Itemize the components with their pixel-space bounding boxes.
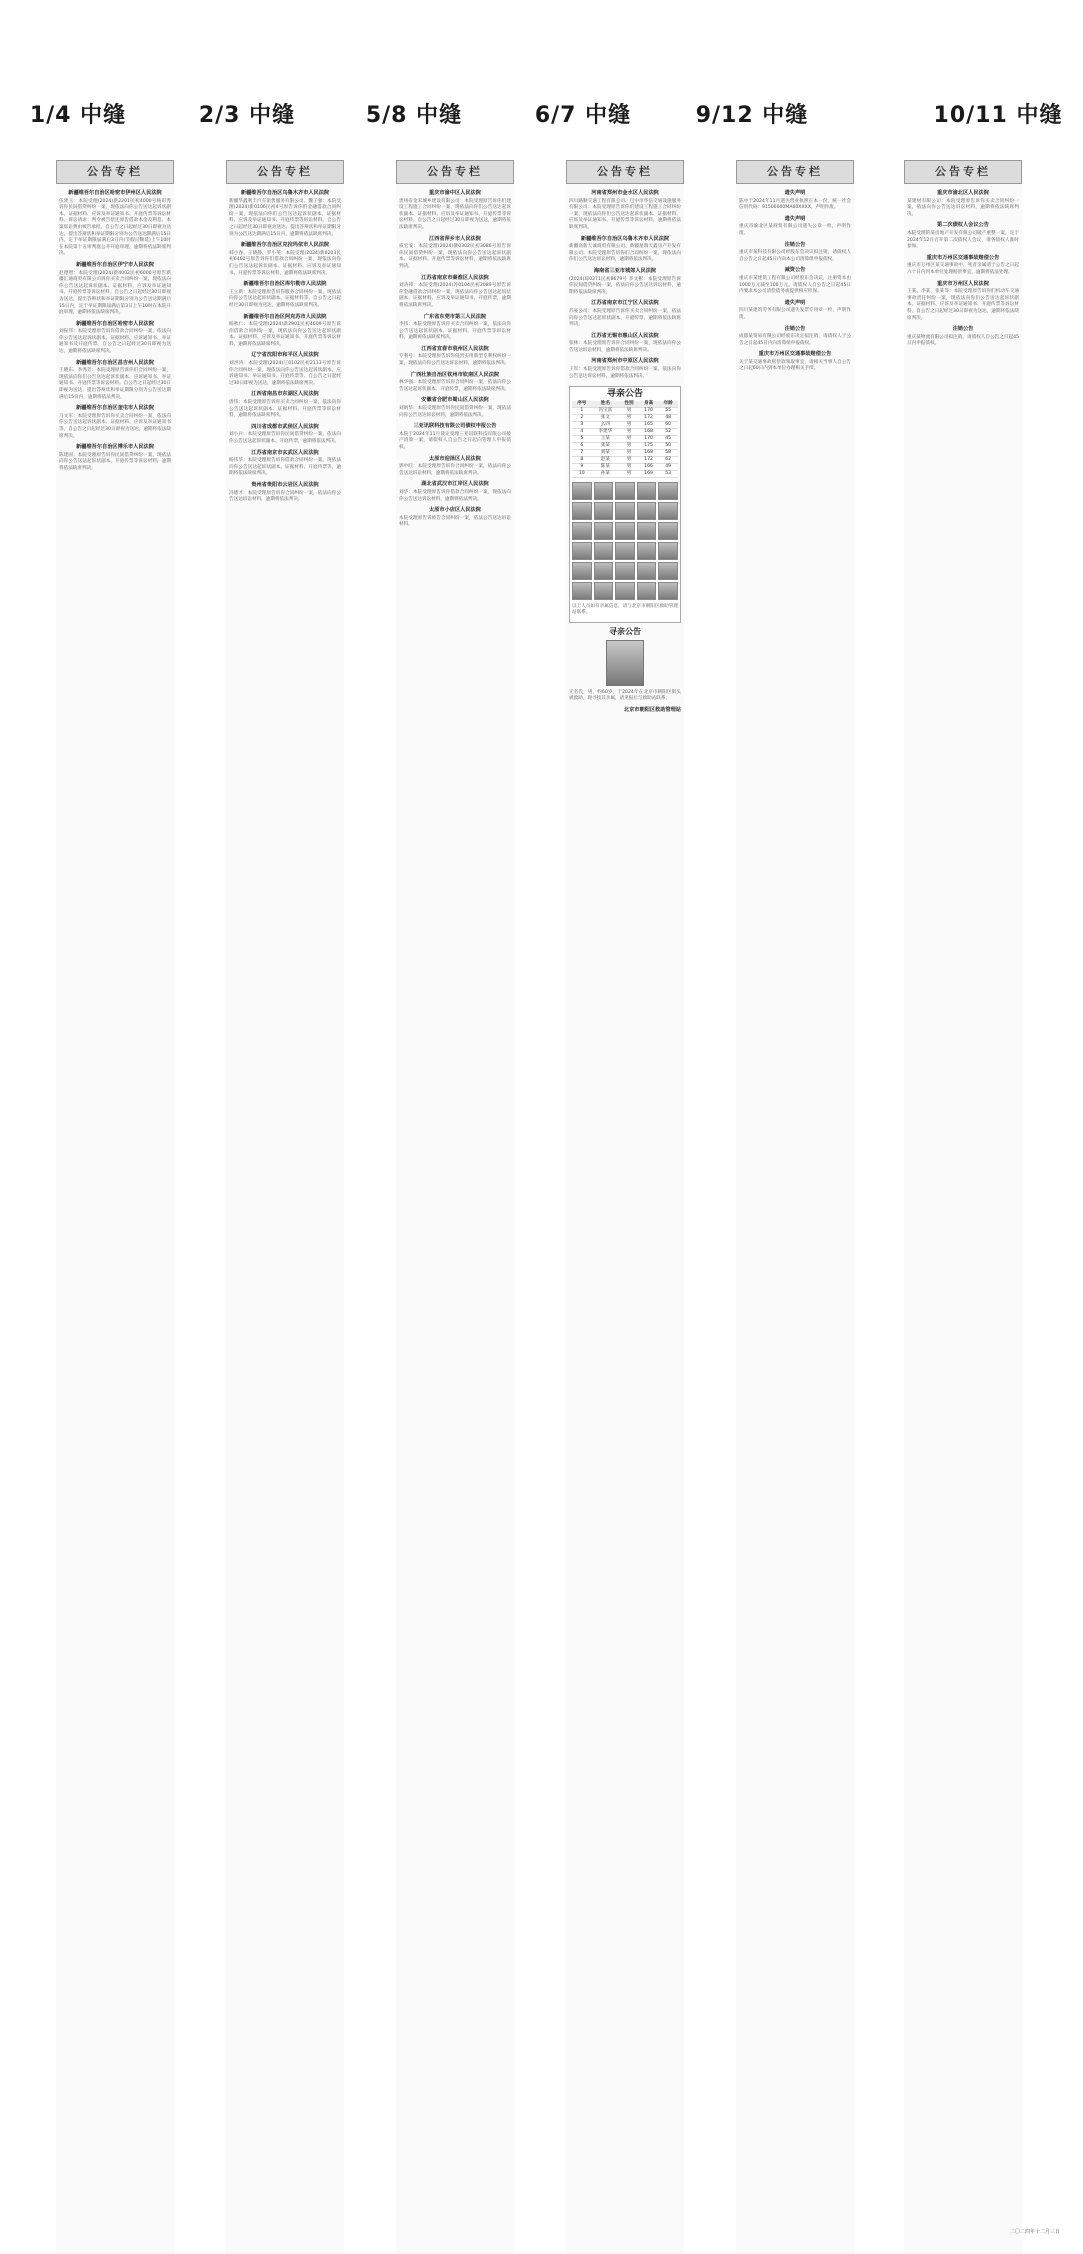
notice-heading: 江苏省南京市秦淮区人民法院 <box>421 274 489 281</box>
person-photo <box>594 582 614 600</box>
column-body <box>399 186 511 2254</box>
table-cell: 60 <box>658 421 678 428</box>
table-cell: 张某 <box>592 442 620 449</box>
notice-column-5 <box>736 160 854 2254</box>
notice-heading: 新疆维吾尔自治区乌鲁木齐市人民法院 <box>240 190 330 196</box>
notice-text: 新疆华鑫利丰汽车销售服务有限公司、魏子强：本院受理(2024)新0106民初4号原告诉你们金融借款合同纠纷一案，现依法向你们公告送达起诉状副本、证据材料、应诉及举证通知书、开庭传票等诉讼材料。自公告之日起经过30日即视为送达，提出答辩状和举证期限分别为公告送达期满后15日内，逾期将依法缺席判决。 <box>229 198 341 237</box>
table-cell: 陈某 <box>592 463 620 470</box>
person-photo <box>637 562 657 580</box>
notice-column-6 <box>904 160 1022 2254</box>
table-header-cell: 性别 <box>619 401 639 408</box>
table-cell: 5 <box>572 435 592 442</box>
person-photo <box>594 482 614 500</box>
table-cell: 男 <box>619 421 639 428</box>
table-row <box>572 428 678 435</box>
person-photo <box>572 562 592 580</box>
notice-heading: 重庆市渝中区人民法院 <box>429 190 481 196</box>
table-header-cell: 身高 <box>639 401 659 408</box>
column-title: 公告专栏 <box>396 160 514 184</box>
notice-text: 本院于2024年11月裁定受理三亚讯联科技有限公司破产清算一案，请债权人自公告之日起向管理人申报债权。 <box>399 431 511 450</box>
notice-text: 刘洪涛：本院受理(2024)辽0102民初2113号原告诉你合同纠纷一案，现依法向你公告送达起诉状副本、应诉通知书、举证通知书、开庭传票等。自公告之日起经过30日即视为送达，逾期将依法缺席判决。 <box>229 361 341 386</box>
second-notice-signature: 北京市朝阳区救助管理站 <box>623 706 681 713</box>
table-cell: 168 <box>639 449 659 456</box>
notice-text: 伍建玉：本院受理(2024)新2201民初4000号杨彩秀诉你民间借贷纠纷一案，现依法向你公告送达起诉状副本、证据材料、应诉及举证通知书、开庭传票等诉讼材料。诉讼请求：判令被告偿还原告借款本金及利息，本案诉讼费由被告承担。自公告之日起经过30日即视为送达，提出答辩状和举证期限分别为公告送达期满后15日内，定于举证期限届满后3日内(节假日顺延)上午10时在本院第十五审判庭公开开庭审理，逾期将依法缺席判决。 <box>59 198 171 257</box>
table-cell: 冯宝富 <box>592 407 620 414</box>
column-body <box>569 186 681 2254</box>
notice-heading: 注销公告 <box>952 326 974 333</box>
notice-heading: 海南省三亚市城郊人民法院 <box>593 267 657 274</box>
table-cell: 张文 <box>592 414 620 421</box>
person-photo <box>637 542 657 560</box>
notice-text: 冯德才：本院受理原告诉你合同纠纷一案，依法向你公告送达诉讼材料，逾期将依法判决。 <box>229 490 341 503</box>
notice-text: 李伟：本院受理原告诉你买卖合同纠纷一案，依法向你公告送达起诉状副本、证据材料、开庭传票等诉讼材料，逾期将依法缺席判决。 <box>399 322 511 341</box>
table-cell: 4 <box>572 428 592 435</box>
notice-heading: 湖北省武汉市江岸区人民法院 <box>421 481 489 488</box>
notice-text: 关于某交通事故赔偿款领取事宜，请相关当事人自公告之日起60日内到本单位办理相关手续。 <box>739 359 851 372</box>
notice-text: 马文军：本院受理原告诉你买卖合同纠纷一案，依法向你公告送达起诉状副本、证据材料、应诉及举证通知书等。自公告之日起经过30日即视为送达，逾期将依法缺席判决。 <box>59 413 171 439</box>
notice-text: 新疆高新天诚商贸有限公司、新疆星瑞天鑫房产开发有限公司：本院受理原告诉你们合同纠纷一案，现依法向你们公告送达诉讼材料，逾期将依法判决。 <box>569 244 681 263</box>
table-row <box>572 442 678 449</box>
table-cell: 男 <box>619 470 639 477</box>
table-cell: 9 <box>572 463 592 470</box>
notice-text: 王晓东、李秀芳：本院受理原告诉你们合同纠纷一案，现依法向你们公告送达起诉状副本、应诉通知书、举证通知书、开庭传票等诉讼材料。自公告之日起经过30日即视为送达，提出答辩状和举证期限分别为公告送达期满后15日内，逾期将依法判决。 <box>59 368 171 400</box>
person-photo <box>658 482 678 500</box>
notice-heading: 太原市小店区人民法院 <box>429 507 481 514</box>
person-photo <box>637 502 657 520</box>
table-cell: 49 <box>658 463 678 470</box>
missing-persons-title: 寻亲公告 <box>606 389 643 400</box>
table-row <box>572 449 678 456</box>
table-cell: 男 <box>619 407 639 414</box>
table-cell: 55 <box>658 407 678 414</box>
notice-heading: 重庆市渝北区人民法院 <box>937 190 989 196</box>
notice-heading: 新疆维吾尔自治区哈密市人民法院 <box>76 320 154 327</box>
person-photo <box>658 562 678 580</box>
table-header-cell: 姓名 <box>592 401 620 408</box>
notice-heading: 新疆维吾尔自治区哈密市伊州区人民法院 <box>68 190 162 196</box>
person-photo <box>594 502 614 520</box>
notice-heading: 遗失声明 <box>784 215 806 222</box>
notice-heading: 河南省郑州市中原区人民法院 <box>591 358 659 365</box>
table-cell: 58 <box>658 449 678 456</box>
person-photo <box>572 542 592 560</box>
notice-text: 陈建国：本院受理原告诉你民间借贷纠纷一案，现依法向你公告送达起诉状副本、开庭传票等诉讼材料，逾期将依法缺席判决。 <box>59 452 171 471</box>
notice-heading: 江西省南昌市东湖区人民法院 <box>251 391 319 398</box>
notice-column-1 <box>56 160 174 2254</box>
notice-text: 刘华：本院受理原告诉你借款合同纠纷一案，现依法向你公告送达诉讼材料，逾期将依法判决。 <box>399 489 511 502</box>
notice-text: 本院受理的某房地产开发有限公司破产重整一案，定于2024年12月召开第二次债权人会议，请各债权人准时参加。 <box>907 230 1019 250</box>
notice-heading: 四川省成都市武侯区人民法院 <box>251 423 319 430</box>
table-row <box>572 470 678 477</box>
table-cell: 李建华 <box>592 428 620 435</box>
person-photo <box>615 562 635 580</box>
notice-heading: 广东省东莞市第三人民法院 <box>423 313 487 320</box>
notice-text: 刘小兵：本院受理原告诉你民间借贷纠纷一案，依法向你公告送达起诉状副本、开庭传票，逾期将依法判决。 <box>229 432 341 444</box>
notice-text: 郭中旺：本院受理原告诉你合同纠纷一案，依法向你公告送达诉讼材料，逾期将依法缺席判决。 <box>399 464 511 476</box>
notice-heading: 太原市迎泽区人民法院 <box>429 455 481 462</box>
table-cell: 男 <box>619 428 639 435</box>
notice-heading: 重庆市万州区交通事故赔偿公告 <box>758 351 832 358</box>
notice-text: (2024)琼0271民初8679号 李文彬：本院受理原告诉你民间借贷纠纷一案，依法向你公告送达诉讼材料，逾期将依法缺席判决。 <box>569 276 681 295</box>
column-title: 公告专栏 <box>56 160 174 184</box>
person-photo <box>658 582 678 600</box>
table-row <box>572 456 678 463</box>
notice-heading: 辽宁省沈阳市和平区人民法院 <box>251 352 319 359</box>
table-cell: 165 <box>639 421 659 428</box>
table-cell: 169 <box>639 470 659 477</box>
notice-column-3 <box>396 160 514 2254</box>
person-photo <box>594 562 614 580</box>
table-cell: 6 <box>572 442 592 449</box>
column-header-6: 10/11 中缝 <box>933 103 1063 128</box>
notice-text: 林华强：本院受理原告诉你合同纠纷一案，依法向你公告送达起诉状副本、开庭传票，逾期将依法缺席判决。 <box>399 380 511 392</box>
notice-heading: 江苏省无锡市惠山区人民法院 <box>591 332 659 339</box>
notice-text: 王军：本院受理原告诉你借款合同纠纷一案，依法向你公告送达诉讼材料，逾期将依法判决。 <box>569 367 681 379</box>
missing-persons-table <box>572 401 678 478</box>
person-photo <box>658 502 678 520</box>
table-cell: 45 <box>658 435 678 442</box>
notice-text: 重庆市渝北区某商贸有限公司遗失公章一枚，声明作废。 <box>739 224 851 236</box>
notice-text: 重庆某物流有限公司拟注销，请债权人自公告之日起45日内申报债权。 <box>907 334 1019 347</box>
column-header-4: 6/7 中缝 <box>534 103 632 128</box>
column-title: 公告专栏 <box>904 160 1022 184</box>
table-cell: 50 <box>658 442 678 449</box>
notice-heading: 贵州省贵阳市云岩区人民法院 <box>251 481 319 488</box>
table-cell: 166 <box>639 463 659 470</box>
notice-heading: 三亚讯联科技有限公司债权申报公告 <box>413 423 497 430</box>
notice-text: 陈中于2024年11月遗失营业执照正本一份，统一社会信用代码：91500000MA60XXXX，声明作废。 <box>739 198 851 211</box>
person-photo <box>637 482 657 500</box>
notice-heading: 新疆维吾尔自治区克拉玛依市人民法院 <box>240 242 330 249</box>
table-cell: 52 <box>658 428 678 435</box>
column-header-3: 5/8 中缝 <box>365 103 463 128</box>
second-notice-text: 无名氏，男，约60岁，于2024年在北京市朝阳区街头被救助，现寻找其亲属，请见报后与救助站联系。 <box>569 689 681 702</box>
table-cell: 2 <box>572 414 592 421</box>
notice-text: 本院受理原告诉被告合同纠纷一案，依法公告送达诉讼材料。 <box>399 515 511 528</box>
notice-text: 重庆市某建筑工程有限公司经股东会决议，注册资本由1000万元减至100万元，请债权人自公告之日起45日内要求本公司清偿债务或提供相应担保。 <box>739 275 851 295</box>
notice-text: 四川路顺交通工程有限公司、巴中市华信交通设施服务有限公司：本院受理原告诉你们建设工程施工合同纠纷一案，现依法向你们公告送达起诉状副本、证据材料、应诉及举证通知书、开庭传票等诉讼材料，逾期将依法缺席判决。 <box>569 198 681 230</box>
column-body <box>907 186 1019 2254</box>
table-row <box>572 421 678 428</box>
notice-heading: 新疆维吾尔自治区库尔勒市人民法院 <box>243 281 327 288</box>
column-body <box>739 186 851 2254</box>
notice-text: 杨伟华：本院受理原告诉你借款合同纠纷一案，现依法向你公告送达起诉状副本、证据材料、开庭传票等，逾期将依法缺席判决。 <box>229 458 341 477</box>
table-cell: 刘某 <box>592 449 620 456</box>
table-cell: 男 <box>619 414 639 421</box>
person-photo <box>615 482 635 500</box>
notice-text: 赵德智：本院受理(2024)新4002民初6000号原告新疆汇通商贸有限公司诉你买卖合同纠纷一案，现依法向你公告送达起诉状副本、证据材料、应诉及举证通知书、开庭传票等诉讼材料。自公告之日起经过30日即视为送达，提出答辩状和举证期限分别为公告送达期满后15日内，定于举证期限届满后第3日上午10时在本院开庭审理，逾期将依法缺席判决。 <box>59 270 171 316</box>
table-cell: 7 <box>572 449 592 456</box>
person-photo <box>594 542 614 560</box>
notice-heading: 江西省萍乡市人民法院 <box>429 235 481 242</box>
person-photo <box>658 522 678 540</box>
table-cell: 170 <box>639 435 659 442</box>
table-cell: 王某 <box>592 435 620 442</box>
notice-text: 苏豪公司：本院受理原告诉你买卖合同纠纷一案，依法向你公告送达起诉状副本、开庭传票，逾期将依法缺席判决。 <box>569 308 681 328</box>
table-cell: 62 <box>658 456 678 463</box>
notice-text: 重庆市某科技有限公司经股东会决议拟注销，请债权人自公告之日起45日内向本公司清算组申报债权。 <box>739 250 851 262</box>
notice-heading: 重庆市万州区交通事故赔偿公告 <box>926 254 1000 261</box>
column-header-1: 1/4 中缝 <box>29 103 127 128</box>
notice-text: 成都某贸易有限公司经股东决定拟注销，请债权人于公告之日起45日内向清算组申报债权。 <box>739 334 851 346</box>
table-row <box>572 435 678 442</box>
notice-text: 唐伟：本院受理原告诉你买卖合同纠纷一案，依法向你公告送达起诉状副本、证据材料、开庭传票等诉讼材料，逾期将依法缺席判决。 <box>229 400 341 419</box>
table-cell: 10 <box>572 470 592 477</box>
notice-heading: 新疆维吾尔自治区博乐市人民法院 <box>76 444 154 451</box>
table-cell: 男 <box>619 435 639 442</box>
missing-persons-box <box>569 386 681 623</box>
person-photo <box>615 522 635 540</box>
column-title: 公告专栏 <box>566 160 684 184</box>
notice-heading: 遗失声明 <box>784 190 806 196</box>
notice-text: 贵州省金禾城乡建设有限公司：本院受理原告诉你们建设工程施工合同纠纷一案，现依法向你们公告送达起诉状副本、证据材料、应诉及举证通知书、开庭传票等诉讼材料。自公告之日起经过30日即视为送达，逾期将依法缺席判决。 <box>399 198 511 230</box>
table-cell: 男 <box>619 449 639 456</box>
notice-heading: 安徽省合肥市蜀山区人民法院 <box>421 397 489 404</box>
person-photo <box>615 542 635 560</box>
notice-heading: 河南省郑州市金水区人民法院 <box>591 190 659 196</box>
table-cell: 男 <box>619 463 639 470</box>
notice-heading: 遗失声明 <box>784 299 806 306</box>
person-photo <box>658 542 678 560</box>
column-title: 公告专栏 <box>226 160 344 184</box>
notice-heading: 江西省宜春市袁州区人民法院 <box>421 345 489 352</box>
notice-text: 专利号：本院受理原告诉你侵害实用新型专利权纠纷一案，现依法向你公告送达诉讼材料，逾期将依法判决。 <box>399 354 511 367</box>
person-photo <box>615 502 635 520</box>
person-photo <box>572 502 592 520</box>
table-cell: 男 <box>619 456 639 463</box>
person-photo <box>572 522 592 540</box>
notice-heading: 新疆维吾尔自治区奎屯市人民法院 <box>76 405 154 412</box>
table-header-cell: 年龄 <box>658 401 678 408</box>
person-photo <box>572 482 592 500</box>
notice-text: 四川某建筑劳务有限公司遗失发票专用章一枚，声明作废。 <box>739 308 851 320</box>
person-photo <box>572 582 592 600</box>
notice-column-2 <box>226 160 344 2254</box>
photo-grid <box>572 482 678 600</box>
table-row <box>572 463 678 470</box>
person-photo <box>637 582 657 600</box>
table-cell: 172 <box>639 456 659 463</box>
notice-text: 某建材有限公司：本院受理原告诉你买卖合同纠纷一案，依法向你公告送达诉讼材料，逾期将依法缺席判决。 <box>907 198 1019 217</box>
notice-text: 韩小春、王晓静、罗小英：本院受理(2024)新0203民初6460号原告诉你们借款合同纠纷一案，现依法向你们公告送达起诉状副本、证据材料、应诉及举证通知书、开庭传票等诉讼材料，逾期将依法缺席判决。 <box>229 250 341 276</box>
table-row <box>572 407 678 414</box>
notice-heading: 新疆维吾尔自治区伊宁市人民法院 <box>76 261 154 268</box>
notice-text: 王某、李某、张某等：本院受理原告诉你们机动车交通事故责任纠纷一案，现依法向你们公告送达起诉状副本、证据材料、应诉及举证通知书、开庭传票等诉讼材料，自公告之日起经过30日即视为送达，逾期将依法缺席判决。 <box>907 289 1019 321</box>
table-cell: 172 <box>639 414 659 421</box>
column-header-2: 2/3 中缝 <box>198 103 296 128</box>
table-cell: 170 <box>639 407 659 414</box>
table-cell: 男 <box>619 442 639 449</box>
notice-heading: 注销公告 <box>784 241 806 248</box>
notice-text: 刘振邦：本院受理原告诉你借款合同纠纷一案，依法向你公告送达起诉状副本、证据材料、应诉通知书、举证通知书及开庭传票。自公告之日起经过30日即视为送达，逾期将依法缺席判决。 <box>59 329 171 355</box>
table-cell: 168 <box>639 428 659 435</box>
person-photo <box>615 582 635 600</box>
notice-heading: 江苏省南京市江宁区人民法院 <box>591 300 659 307</box>
notice-heading: 重庆市万州区人民法院 <box>937 280 989 287</box>
notice-text: 刘炳华：本院受理原告诉你民间借贷纠纷一案，现依法向你公告送达诉讼材料，逾期将依法判决。 <box>399 406 511 418</box>
notice-text: 王立新：本院受理原告诉你服务合同纠纷一案，现依法向你公告送达起诉状副本、证据材料等，自公告之日起经过30日即视为送达，逾期将依法缺席判决。 <box>229 289 341 308</box>
table-cell: 3 <box>572 421 592 428</box>
publication-date: 二〇二四年十二月三日 <box>1010 2229 1061 2235</box>
column-body <box>59 186 171 2254</box>
notice-heading: 第二次债权人会议公告 <box>937 222 989 229</box>
table-cell: 赵某 <box>592 456 620 463</box>
notice-heading: 江苏省南京市玄武区人民法院 <box>251 449 319 456</box>
notice-heading: 新疆维吾尔自治区乌鲁木齐市人民法院 <box>580 235 670 242</box>
notice-heading: 广西壮族自治区钦州市钦南区人民法院 <box>410 371 500 378</box>
notice-heading: 注销公告 <box>784 325 806 332</box>
column-body <box>229 186 341 2254</box>
column-header-5: 9/12 中缝 <box>695 103 809 128</box>
notice-text: 威宏安：本院受理(2024)赣0302民初3086号原告诉你民间借贷纠纷一案，现依法向你公告送达起诉状副本、证据材料、开庭传票等诉讼材料，逾期将依法缺席判决。 <box>399 244 511 269</box>
person-photo <box>637 522 657 540</box>
table-cell: 孙某 <box>592 470 620 477</box>
table-cell: 8 <box>572 456 592 463</box>
missing-persons-note: 以上人员如有亲属信息，请与北京市朝阳区救助管理站联系。 <box>572 603 678 616</box>
notice-text: 张林：本院受理原告诉你合同纠纷一案，现依法向你公告送达诉讼材料，逾期将依法缺席判决。 <box>569 341 681 353</box>
notice-heading: 减资公告 <box>784 267 806 274</box>
person-photo <box>594 522 614 540</box>
table-cell: 175 <box>639 442 659 449</box>
notice-text: 杨秋仁：本院受理(2024)新2901民初4609号原告诉你借款合同纠纷一案，现依法向你公告送达起诉状副本、证据材料、应诉及举证通知书、开庭传票等诉讼材料，逾期将依法缺席判决。 <box>229 322 341 347</box>
notice-heading: 新疆维吾尔自治区阿克苏市人民法院 <box>243 313 327 320</box>
notice-heading: 新疆维吾尔自治区昌吉州人民法院 <box>76 359 154 366</box>
notice-text: 刘涛锋：本院受理(2024)苏0104民初2089号原告诉你金融借款合同纠纷一案，现依法向你公告送达起诉状副本、证据材料、应诉及举证通知书、开庭传票，逾期将依法缺席判决。 <box>399 283 511 308</box>
table-cell: 48 <box>658 414 678 421</box>
notice-column-4 <box>566 160 684 2254</box>
table-cell: 53 <box>658 470 678 477</box>
table-header-cell: 序号 <box>572 401 592 408</box>
table-cell: 1 <box>572 407 592 414</box>
second-notice-title: 寻亲公告 <box>609 627 641 637</box>
column-title: 公告专栏 <box>736 160 854 184</box>
notice-text: 重庆市万州区某交通事故中，死者亲属请于公告之日起六十日内到本单位处理赔偿事宜，逾期将依法处理。 <box>907 263 1019 275</box>
person-photo <box>606 640 644 686</box>
table-row <box>572 414 678 421</box>
table-cell: 幺四 <box>592 421 620 428</box>
